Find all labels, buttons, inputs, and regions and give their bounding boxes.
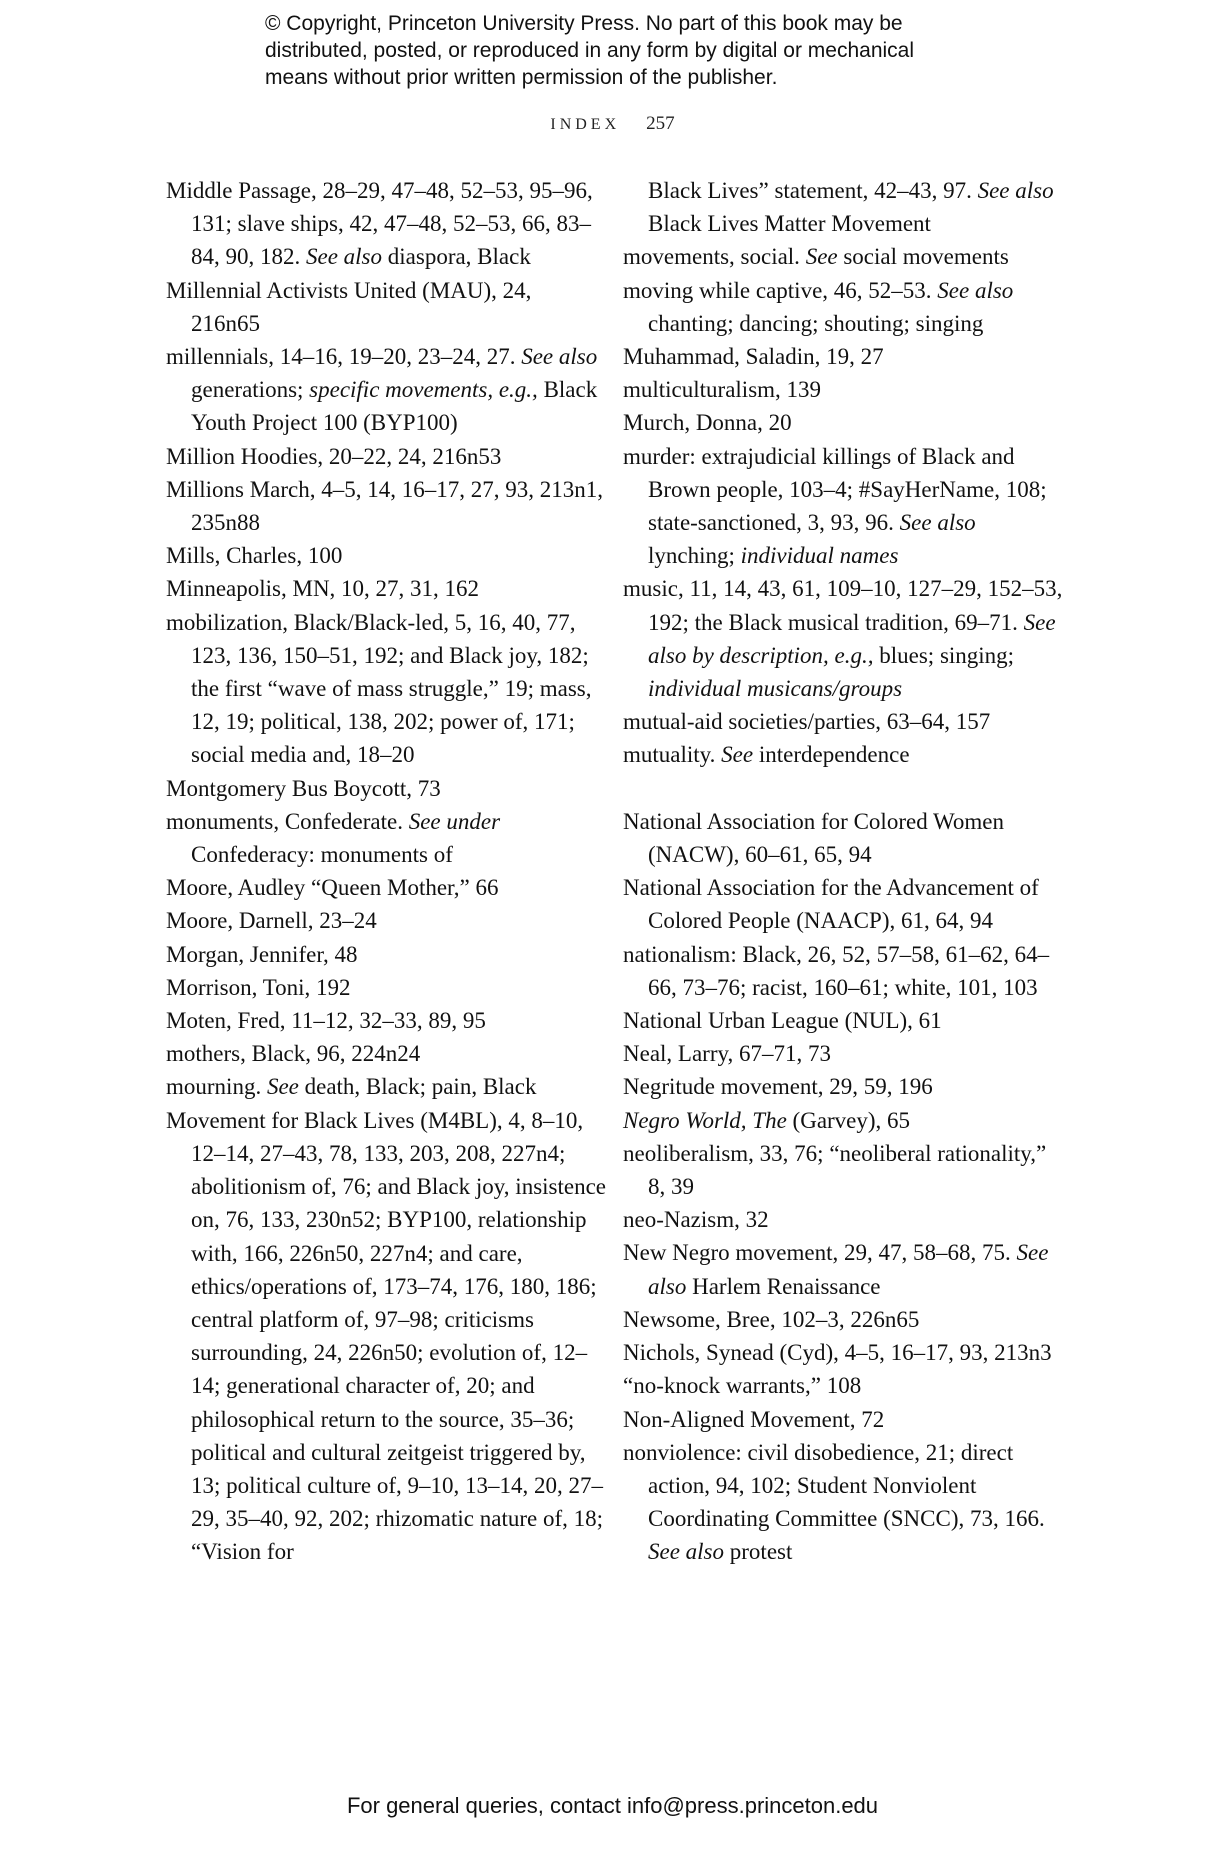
index-entry: multiculturalism, 139 xyxy=(623,377,822,403)
index-entry: “no-knock warrants,” 108 xyxy=(623,1373,862,1399)
index-entry: Million Hoodies, 20–22, 24, 216n53 xyxy=(166,443,502,469)
index-entry: New Negro movement, 29, 47, 58–68, 75. See also Harlem Renaissance xyxy=(623,1240,1049,1299)
index-entry: Mills, Charles, 100 xyxy=(166,543,343,569)
index-entry: Morrison, Toni, 192 xyxy=(166,974,351,1000)
index-entry: nationalism: Black, 26, 52, 57–58, 61–62, 64–66, 73–76; racist, 160–61; white, 101, 103 xyxy=(623,941,1050,1000)
index-entry: Millions March, 4–5, 14, 16–17, 27, 93, 213n1, 235n88 xyxy=(166,476,603,536)
index-entry: millennials, 14–16, 19–20, 23–24, 27. See also generations; specific movements, e.g., Black Youth Project 100 (BYP100) xyxy=(166,344,598,436)
index-entry: Middle Passage, 28–29, 47–48, 52–53, 95–96, 131; slave ships, 42, 47–48, 52–53, 66, 83–84, 90, 182. See also diaspora, Black xyxy=(166,178,593,270)
index-entry: Moore, Darnell, 23–24 xyxy=(166,908,377,934)
index-entry: Negritude movement, 29, 59, 196 xyxy=(623,1074,933,1100)
index-entry: neo-Nazism, 32 xyxy=(623,1207,769,1233)
index-entry: movements, social. See social movements xyxy=(623,244,1009,270)
index-entry: mobilization, Black/Black-led, 5, 16, 40, 77, 123, 136, 150–51, 192; and Black joy, 182; the first “wave of mass struggle,” 19; mass, 12, 19; political, 138, 202; power of, 171; social media and, 18–20 xyxy=(166,609,592,768)
index-entry: Newsome, Bree, 102–3, 226n65 xyxy=(623,1306,920,1332)
index-entry-continued: Black Lives” statement, 42–43, 97. See also Black Lives Matter Movement xyxy=(648,178,1054,237)
index-entry: music, 11, 14, 43, 61, 109–10, 127–29, 152–53, 192; the Black musical tradition, 69–71. See also by description, e.g., blues; singing; individual musicans/groups xyxy=(623,576,1063,702)
index-entry: Millennial Activists United (MAU), 24, 216n65 xyxy=(166,277,532,336)
index-entry: mourning. See death, Black; pain, Black xyxy=(166,1074,537,1100)
index-entry: murder: extrajudicial killings of Black and Brown people, 103–4; #SayHerName, 108; state-sanctioned, 3, 93, 96. See also lynching; individual names xyxy=(623,443,1047,569)
index-entry: mutuality. See interdependence xyxy=(623,742,910,768)
index-entry: moving while captive, 46, 52–53. See also chanting; dancing; shouting; singing xyxy=(623,277,1014,336)
index-entry: Montgomery Bus Boycott, 73 xyxy=(166,775,441,801)
index-entry: Nichols, Synead (Cyd), 4–5, 16–17, 93, 213n3 xyxy=(623,1340,1052,1366)
index-entry: nonviolence: civil disobedience, 21; direct action, 94, 102; Student Nonviolent Coordinating Committee (SNCC), 73, 166. See also protest xyxy=(623,1439,1045,1565)
index-column-left xyxy=(166,174,606,1569)
index-entry: Morgan, Jennifer, 48 xyxy=(166,941,358,967)
letter-group-gap xyxy=(623,772,1063,805)
copyright-line: © Copyright, Princeton University Press. No part of this book may be xyxy=(265,12,903,35)
index-entry: Murch, Donna, 20 xyxy=(623,410,792,436)
index-entry: National Urban League (NUL), 61 xyxy=(623,1008,942,1034)
index-column-right xyxy=(623,174,1063,1569)
index-entry: mothers, Black, 96, 224n24 xyxy=(166,1041,421,1067)
index-entry: Moore, Audley “Queen Mother,” 66 xyxy=(166,875,499,901)
index-entry: Neal, Larry, 67–71, 73 xyxy=(623,1041,831,1067)
index-entry: Movement for Black Lives (M4BL), 4, 8–10, 12–14, 27–43, 78, 133, 203, 208, 227n4; abolitionism of, 76; and Black joy, insistence on, 76, 133, 230n52; BYP100, relationship with, 166, 226n50, 227n4; and care, ethics/operations of, 173–74, 176, 180, 186; central platform of, 97–98; criticisms surrounding, 24, 226n50; evolution of, 12–14; generational character of, 20; and philosophical return to the source, 35–36; political and cultural zeitgeist triggered by, 13; political culture of, 9–10, 13–14, 20, 27–29, 35–40, 92, 202; rhizomatic nature of, 18; “Vision for xyxy=(166,1107,606,1565)
index-entry: neoliberalism, 33, 76; “neoliberal rationality,” 8, 39 xyxy=(623,1140,1047,1200)
section-title: INDEX xyxy=(550,116,621,133)
index-entry: Minneapolis, MN, 10, 27, 31, 162 xyxy=(166,576,480,602)
index-entry: National Association for Colored Women (NACW), 60–61, 65, 94 xyxy=(623,808,1004,868)
copyright-line: distributed, posted, or reproduced in any form by digital or mechanical xyxy=(265,39,915,62)
index-entry: mutual-aid societies/parties, 63–64, 157 xyxy=(623,709,991,735)
footer-contact: For general queries, contact info@press.princeton.edu xyxy=(346,1793,879,1818)
copyright-line: means without prior written permission of the publisher. xyxy=(265,66,778,89)
index-entry: monuments, Confederate. See under Confederacy: monuments of xyxy=(166,808,501,868)
index-entry: Non-Aligned Movement, 72 xyxy=(623,1406,885,1432)
copyright-notice xyxy=(265,10,1025,91)
page-number: 257 xyxy=(646,113,675,134)
running-head xyxy=(0,113,1225,135)
index-entry: National Association for the Advancement of Colored People (NAACP), 61, 64, 94 xyxy=(623,875,1039,934)
index-entry: Muhammad, Saladin, 19, 27 xyxy=(623,344,884,370)
index-entry: Moten, Fred, 11–12, 32–33, 89, 95 xyxy=(166,1008,486,1034)
index-entry: Negro World, The (Garvey), 65 xyxy=(623,1107,911,1133)
